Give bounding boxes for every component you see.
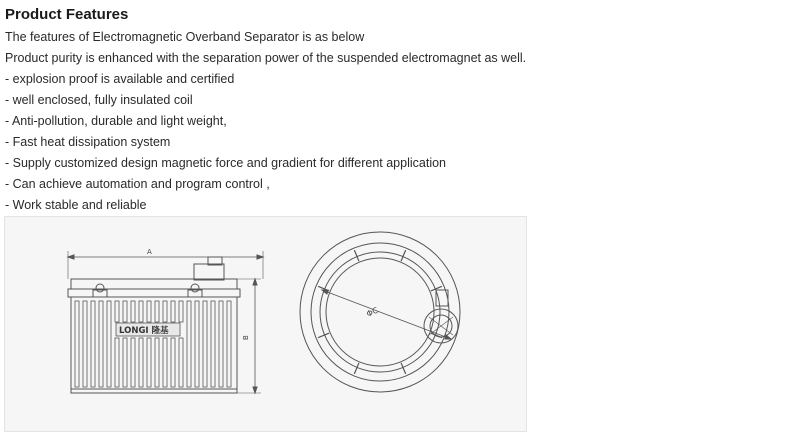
section-title: Product Features — [5, 6, 129, 23]
cooling-fin — [227, 301, 231, 387]
cooling-fin — [123, 338, 127, 387]
cooling-fin — [99, 301, 103, 387]
cooling-fin — [131, 301, 135, 322]
feature-item: - explosion proof is available and certified — [5, 72, 235, 86]
cooling-fin — [115, 301, 119, 322]
intro-text: The features of Electromagnetic Overband Separator is as below — [5, 30, 365, 44]
cooling-fin — [155, 338, 159, 387]
cooling-fin — [163, 301, 167, 322]
purity-text: Product purity is enhanced with the separation power of the suspended electromagnet as well. — [5, 51, 527, 65]
cooling-fin — [147, 301, 151, 322]
cooling-fin — [139, 301, 143, 322]
brand-plate-text: LONGI 隆基 — [119, 326, 169, 336]
dim-a-label: A — [147, 248, 152, 256]
feature-item: - Work stable and reliable — [5, 198, 147, 212]
feature-item: - well enclosed, fully insulated coil — [5, 93, 193, 107]
feature-item: - Can achieve automation and program control , — [5, 177, 270, 191]
feature-item: - Fast heat dissipation system — [5, 135, 171, 149]
cooling-fin — [219, 301, 223, 387]
dim-diameter-label: ΦC — [365, 305, 380, 319]
cooling-fin — [187, 301, 191, 387]
brand-plate — [116, 323, 180, 336]
cooling-fin — [163, 338, 167, 387]
cooling-fin — [91, 301, 95, 387]
technical-drawing — [4, 216, 527, 432]
feature-item: - Supply customized design magnetic force and gradient for different application — [5, 156, 446, 170]
cooling-fin — [147, 338, 151, 387]
cooling-fin — [211, 301, 215, 387]
top-view — [300, 232, 460, 392]
cooling-fin — [179, 301, 183, 322]
cooling-fin — [75, 301, 79, 387]
cooling-fin — [171, 338, 175, 387]
cooling-fin — [139, 338, 143, 387]
cooling-fins — [75, 301, 231, 387]
dim-b-label: B — [242, 335, 250, 340]
cooling-fin — [155, 301, 159, 322]
cooling-fin — [171, 301, 175, 322]
cooling-fin — [195, 301, 199, 387]
cooling-fin — [115, 338, 119, 387]
cooling-fin — [131, 338, 135, 387]
feature-item: - Anti-pollution, durable and light weight, — [5, 114, 227, 128]
cooling-fin — [107, 301, 111, 387]
drawing-svg — [5, 217, 526, 431]
cooling-fin — [179, 338, 183, 387]
cooling-fin — [203, 301, 207, 387]
cooling-fin — [123, 301, 127, 322]
cooling-fin — [83, 301, 87, 387]
